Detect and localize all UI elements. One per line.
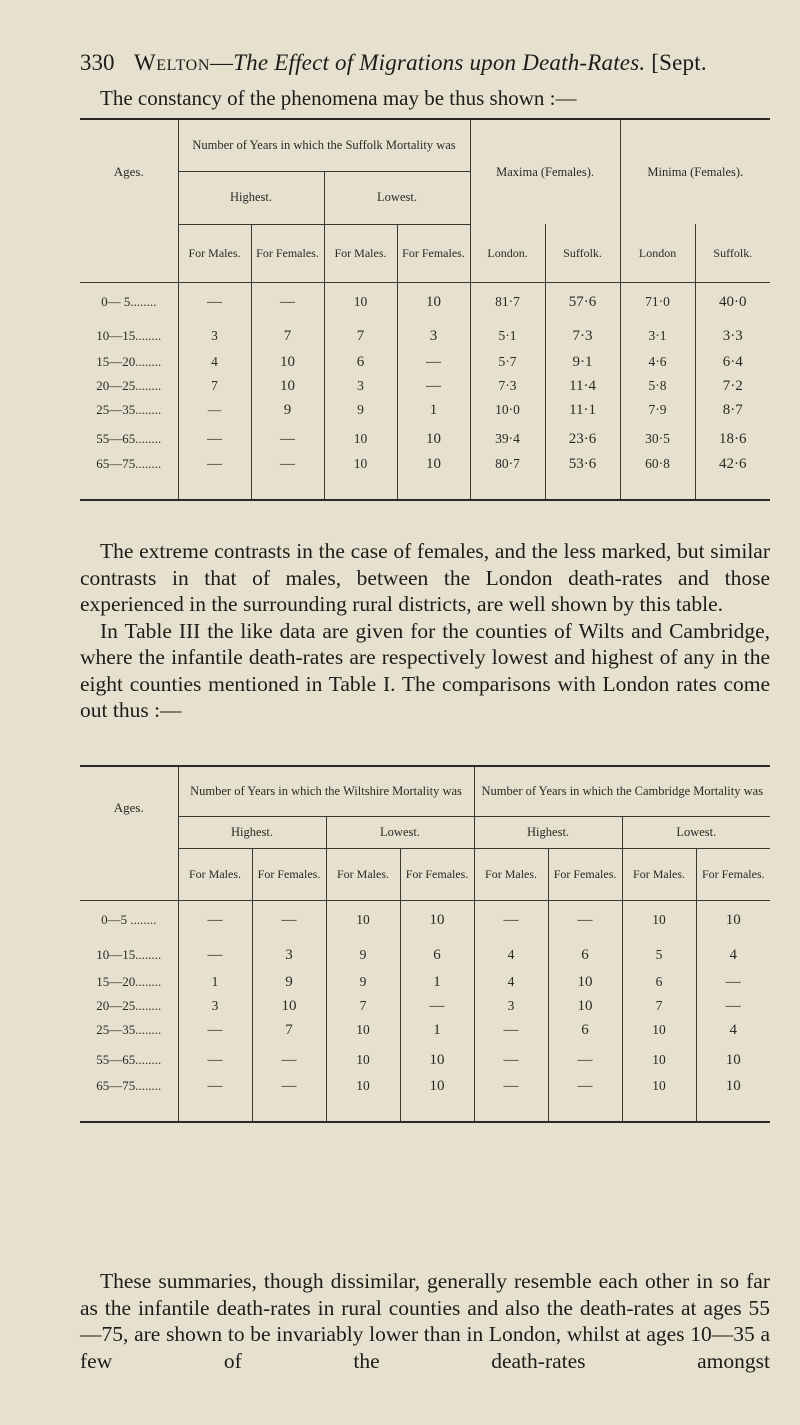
table-row: 20—25........ 7 10 3 — 7·3 11·4 5·8 7·2 bbox=[80, 374, 770, 398]
for-males-header: For Males. bbox=[326, 848, 400, 900]
maxima-header: Maxima (Females). bbox=[470, 119, 620, 224]
table-row: 15—20........ 4 10 6 — 5·7 9·1 4·6 6·4 bbox=[80, 350, 770, 374]
for-females-header: For Females. bbox=[397, 224, 470, 282]
for-males-header: For Males. bbox=[178, 224, 251, 282]
lead-in-text: The constancy of the phenomena may be thus shown :— bbox=[100, 86, 577, 110]
table-row: 65—75........ — — 10 10 — — 10 10 bbox=[80, 1078, 770, 1122]
suffolk-header: Suffolk. bbox=[695, 224, 770, 282]
for-females-header: For Females. bbox=[252, 848, 326, 900]
for-females-header: For Females. bbox=[400, 848, 474, 900]
suffolk-header: Suffolk. bbox=[545, 224, 620, 282]
body-text-2 bbox=[80, 1268, 770, 1374]
highest-header: Highest. bbox=[178, 171, 324, 224]
for-females-header: For Females. bbox=[251, 224, 324, 282]
wilts-cambridge-table bbox=[80, 765, 770, 1123]
page-number: 330 bbox=[80, 50, 115, 75]
section-date: [Sept. bbox=[651, 50, 707, 75]
lowest-header: Lowest. bbox=[326, 816, 474, 848]
table-row: 15—20........ 1 9 9 1 4 10 6 — bbox=[80, 970, 770, 994]
for-males-header: For Males. bbox=[324, 224, 397, 282]
lowest-header: Lowest. bbox=[324, 171, 470, 224]
table-row: 20—25........ 3 10 7 — 3 10 7 — bbox=[80, 994, 770, 1018]
for-females-header: For Females. bbox=[696, 848, 770, 900]
ages-header: Ages. bbox=[80, 766, 178, 848]
running-header bbox=[80, 50, 770, 86]
body-text-1 bbox=[80, 538, 770, 724]
highest-header: Highest. bbox=[474, 816, 622, 848]
table-row: 10—15........ — 3 9 6 4 6 5 4 bbox=[80, 940, 770, 970]
paragraph: The extreme contrasts in the case of females, and the less marked, but similar contrasts in that of males, between the London death-rates and those experienced in the surrounding rural districts, are well shown by this table. bbox=[80, 539, 770, 616]
table-row: 0— 5........ — — 10 10 81·7 57·6 71·0 40·0 bbox=[80, 282, 770, 322]
for-males-header: For Males. bbox=[622, 848, 696, 900]
for-males-header: For Males. bbox=[474, 848, 548, 900]
table-row: 25—35........ — 9 9 1 10·0 11·1 7·9 8·7 bbox=[80, 398, 770, 422]
suffolk-years-header: Number of Years in which the Suffolk Mortality was bbox=[178, 119, 470, 171]
cambridge-years-header: Number of Years in which the Cambridge Mortality was bbox=[474, 766, 770, 816]
highest-header: Highest. bbox=[178, 816, 326, 848]
table-row: 55—65........ — — 10 10 39·4 23·6 30·5 18·6 bbox=[80, 422, 770, 456]
table-row: 0—5 ........ — — 10 10 — — 10 10 bbox=[80, 900, 770, 940]
table-row: 55—65........ — — 10 10 — — 10 10 bbox=[80, 1042, 770, 1078]
ages-header: Ages. bbox=[80, 119, 178, 224]
lowest-header: Lowest. bbox=[622, 816, 770, 848]
london-header: London bbox=[620, 224, 695, 282]
paragraph: These summaries, though dissimilar, generally resemble each other in so far as the infantile death-rates in rural counties and also the death-rates at ages 55—75, are shown to be invariably lower than in London, whilst at ages 10—35 a few of the death-rates amongst bbox=[80, 1269, 770, 1373]
for-males-header: For Males. bbox=[178, 848, 252, 900]
for-females-header: For Females. bbox=[548, 848, 622, 900]
paragraph: In Table III the like data are given for the counties of Wilts and Cambridge, where the infantile death-rates are respectively lowest and highest of any in the eight counties mentioned in Table I. The comparisons with London rates come out thus :— bbox=[80, 618, 770, 722]
table-row: 65—75........ — — 10 10 80·7 53·6 60·8 42·6 bbox=[80, 456, 770, 500]
table-row: 25—35........ — 7 10 1 — 6 10 4 bbox=[80, 1018, 770, 1042]
article-title: The Effect of Migrations upon Death-Rates. bbox=[233, 50, 646, 75]
wiltshire-years-header: Number of Years in which the Wiltshire Mortality was bbox=[178, 766, 474, 816]
running-title: Welton—The Effect of Migrations upon Death-Rates. [Sept. bbox=[134, 50, 707, 75]
table-row: 10—15........ 3 7 7 3 5·1 7·3 3·1 3·3 bbox=[80, 322, 770, 350]
minima-header: Minima (Females). bbox=[620, 119, 770, 224]
author-name: Welton bbox=[134, 50, 210, 75]
london-header: London. bbox=[470, 224, 545, 282]
suffolk-table bbox=[80, 118, 770, 501]
